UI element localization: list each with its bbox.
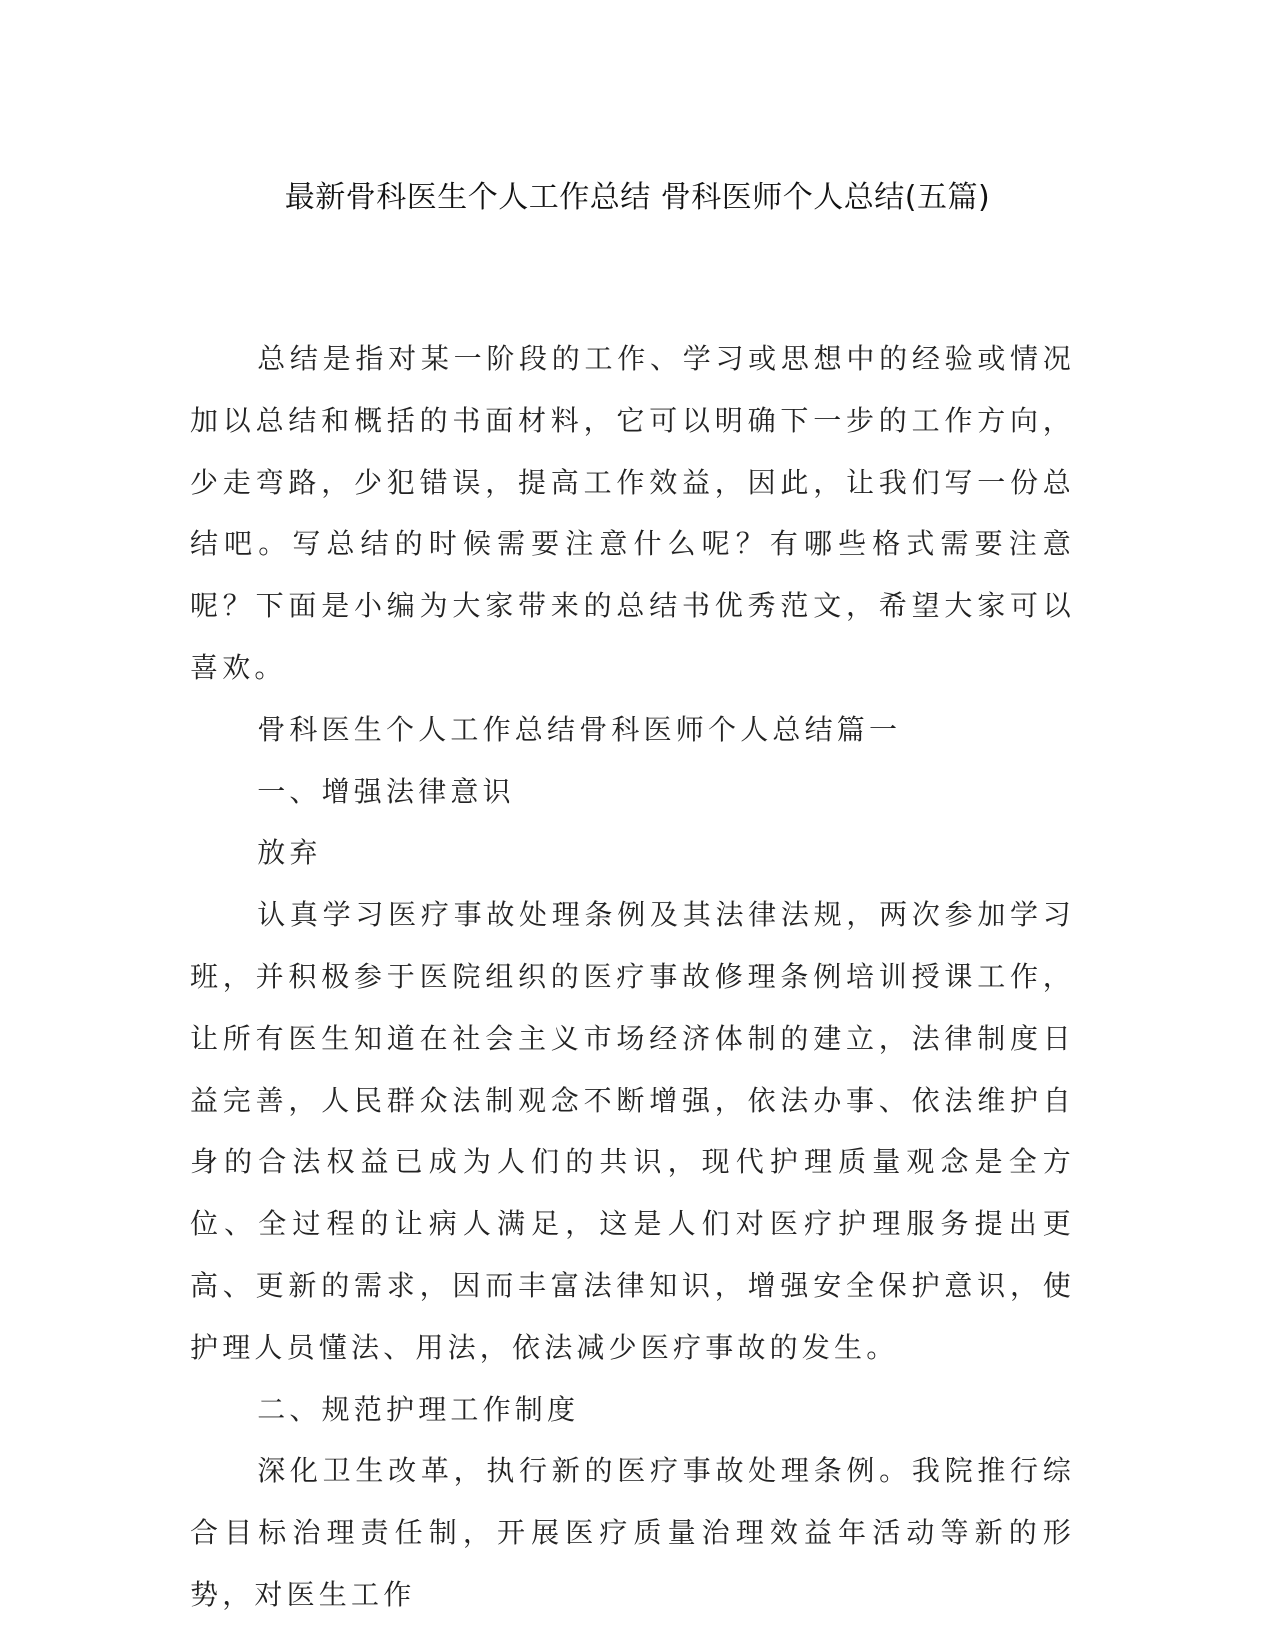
section-title-article-one: 骨科医生个人工作总结骨科医师个人总结篇一 — [257, 712, 902, 746]
paragraph-legal-study: 认真学习医疗事故处理条例及其法律法规，两次参加学习班，并积极参于医院组织的医疗事故修理条例培训授课工作，让所有医生知道在社会主义市场经济体制的建立，法律制度日益完善，人民群众法制观念不断增强，依法办事、依法维护自身的合法权益已成为人们的共识，现代护理质量观念是全方位、全过程的让病人满足，这是人们对医疗护理服务提出更高、更新的需求，因而丰富法律知识，增强安全保护意识，使护理人员懂法、用法，依法减少医疗事故的发生。 — [190, 898, 1075, 1364]
intro-paragraph: 总结是指对某一阶段的工作、学习或思想中的经验或情况加以总结和概括的书面材料，它可以明确下一步的工作方向，少走弯路，少犯错误，提高工作效益，因此，让我们写一份总结吧。写总结的时候需要注意什么呢？有哪些格式需要注意呢？下面是小编为大家带来的总结书优秀范文，希望大家可以喜欢。 — [190, 342, 1075, 684]
heading-nursing-rules: 二、规范护理工作制度 — [257, 1392, 580, 1426]
document-body — [190, 328, 1075, 1626]
paragraph-abandon: 放弃 — [257, 836, 322, 870]
heading-legal-awareness: 一、增强法律意识 — [257, 774, 515, 808]
paragraph-health-reform: 深化卫生改革，执行新的医疗事故处理条例。我院推行综合目标治理责任制，开展医疗质量治理效益年活动等新的形势，对医生工作 — [190, 1454, 1075, 1611]
document-title: 最新骨科医生个人工作总结 骨科医师个人总结(五篇) — [284, 180, 991, 215]
